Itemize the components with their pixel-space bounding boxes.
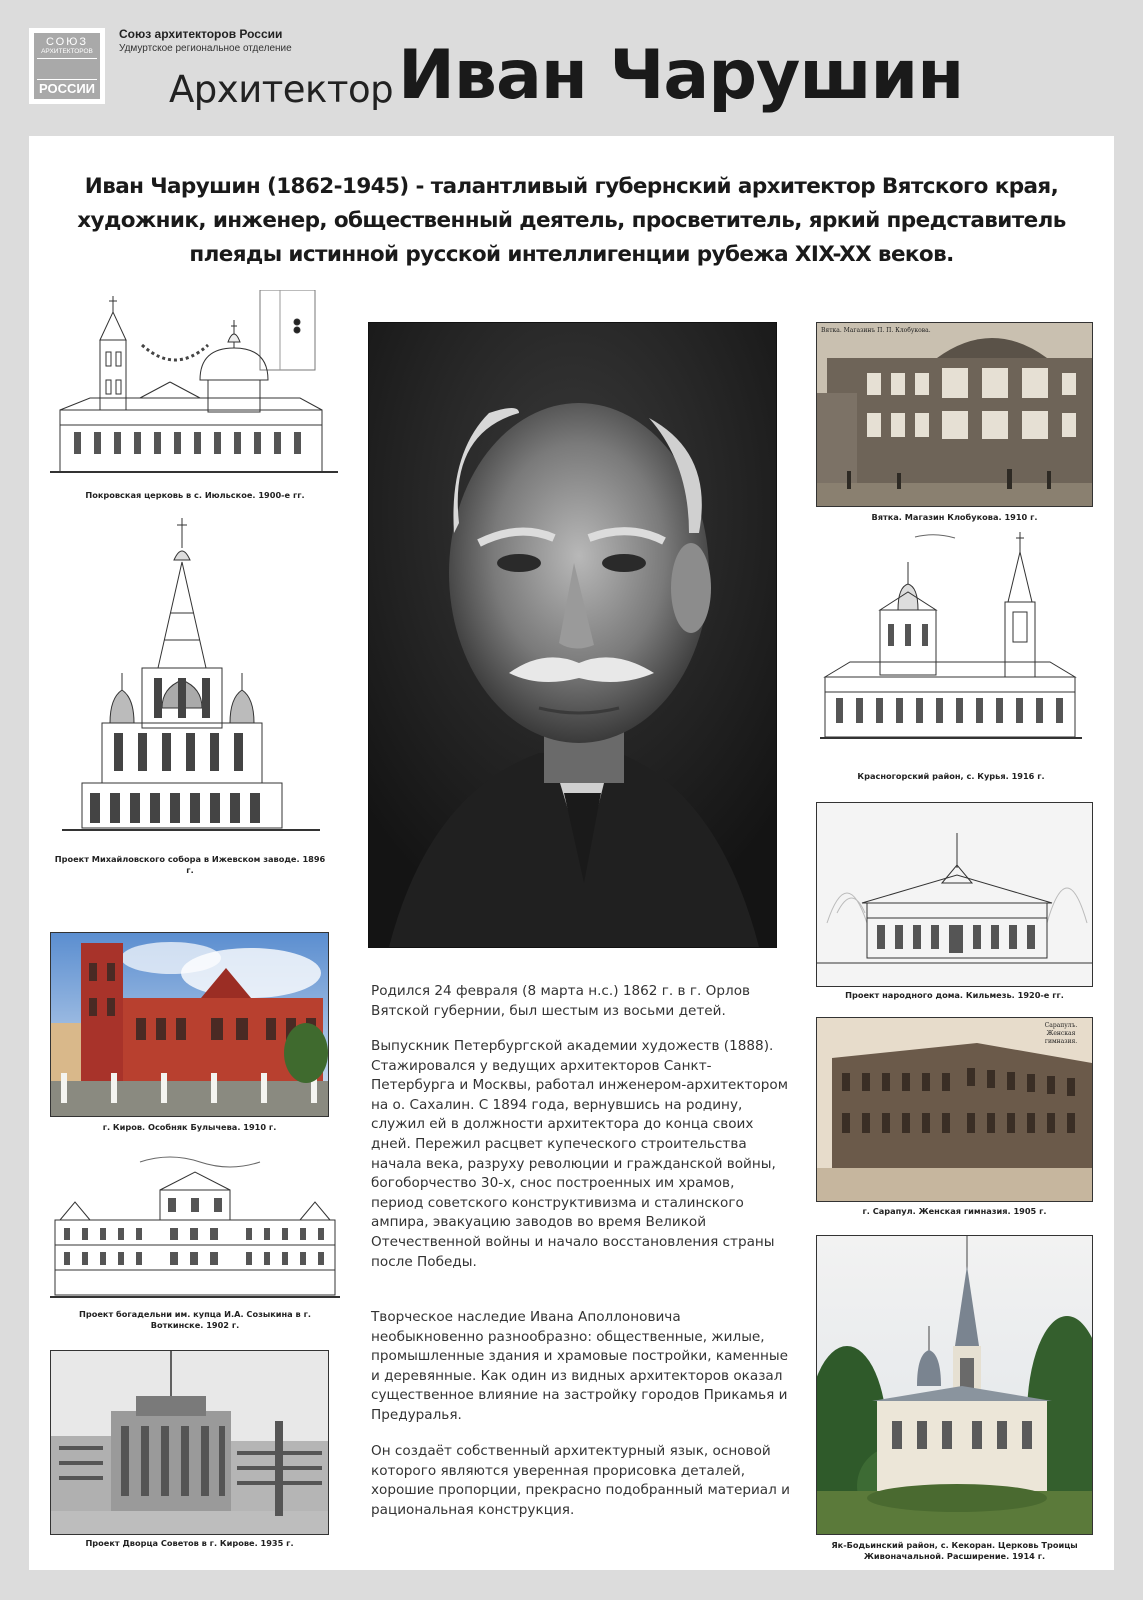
- gimnaziya-inset-label: Сарапулъ. Женская гимназия.: [1044, 1022, 1078, 1045]
- kurya-church-drawing: [820, 532, 1082, 762]
- caption-mikhailovsky: Проект Михайловского собора в Ижевском заводе. 1896 г.: [54, 854, 326, 875]
- pokrovskaya-church-drawing: [50, 290, 338, 485]
- caption-kekoran: Як-Бодьинский район, с. Кекоран. Церковь Троицы Живоначальной. Расширение. 1914 г.: [831, 1540, 1078, 1561]
- klobukova-inset-label: Вятка. Магазинъ П. П. Клобукова.: [821, 327, 931, 334]
- caption-kurya: Красногорский район, с. Курья. 1916 г.: [857, 771, 1045, 781]
- bulycheva-mansion-photo: [50, 932, 329, 1117]
- logo-text-2: АРХИТЕКТОРОВ: [41, 48, 93, 55]
- bio-paragraph-1: Родился 24 февраля (8 марта н.с.) 1862 г. в г. Орлов Вятской губернии, был шестым из восьми детей.: [371, 983, 751, 1019]
- caption-bulycheva: г. Киров. Особняк Булычева. 1910 г.: [102, 1122, 277, 1132]
- intro-text: Иван Чарушин (1862-1945) - талантливый губернский архитектор Вятского края, художник, инженер, общественный деятель, просветитель, яркий представитель плеяды истинной русской интеллигенции рубежа XIX-XX веков.: [77, 174, 1066, 267]
- caption-klobukova: Вятка. Магазин Клобукова. 1910 г.: [871, 512, 1038, 522]
- kekoran-church-photo: [816, 1235, 1093, 1535]
- logo-divider: [37, 58, 97, 59]
- logo-divider: [37, 79, 97, 80]
- bio-paragraph-3: Творческое наследие Ивана Аполлоновича необыкновенно разнообразно: общественные, жилые, промышленные здания и храмовые постройки, каменные и деревянные. Как один из видных архитекторов оказал существенное влияние на застройку городов Прикамья и Предуралья.: [371, 1309, 788, 1423]
- org-name: Союз архитекторов России: [119, 27, 283, 41]
- caption-narodny-dom: Проект народного дома. Кильмезь. 1920-е гг.: [845, 990, 1064, 1000]
- union-logo: [29, 28, 105, 104]
- org-subtitle: Удмуртское региональное отделение: [119, 43, 292, 54]
- gimnaziya-photo: [816, 1017, 1093, 1202]
- bogadelnya-drawing: [50, 1150, 340, 1310]
- mikhailovsky-cathedral-drawing: [62, 518, 320, 848]
- bio-paragraph-4: Он создаёт собственный архитектурный язык, основой которого являются уверенная прорисовка деталей, хорошие пропорции, прекрасно подобранный материал и рациональная конструкция.: [371, 1443, 790, 1518]
- logo-text-3: РОССИИ: [38, 81, 96, 96]
- dvorets-sovetov-photo: [50, 1350, 329, 1535]
- narodny-dom-drawing: [816, 802, 1093, 987]
- title-prefix: Архитектор: [169, 68, 394, 111]
- caption-gimnaziya: г. Сарапул. Женская гимназия. 1905 г.: [862, 1206, 1047, 1216]
- bio-paragraph-2: Выпускник Петербургской академии художеств (1888). Стажировался у ведущих архитекторов Санкт-Петербурга и Москвы, работал инженером-архитектором на о. Сахалин. С 1894 года, вернувшись на родину, служил ей в должности архитектора до конца своих дней. Пережил расцвет купеческого строительства начала века, разруху революции и гражданской войны, богоборчество 30-х, снос построенных им храмов, период советского конструктивизма и сталинского ампира, эвакуацию заводов во время Великой Отечественной войны и начало восстановления страны после Победы.: [371, 1038, 788, 1270]
- caption-dvorets: Проект Дворца Советов в г. Кирове. 1935 г.: [85, 1538, 294, 1548]
- charushin-portrait: [368, 322, 777, 948]
- caption-pokrovskaya: Покровская церковь в с. Июльское. 1900-е гг.: [85, 490, 305, 500]
- klobukova-store-photo: [816, 322, 1093, 507]
- caption-bogadelnya: Проект богадельни им. купца И.А. Созыкина в г. Воткинске. 1902 г.: [79, 1309, 311, 1330]
- logo-text-1: СОЮЗ: [45, 36, 88, 48]
- page-title: Иван Чарушин: [398, 36, 964, 115]
